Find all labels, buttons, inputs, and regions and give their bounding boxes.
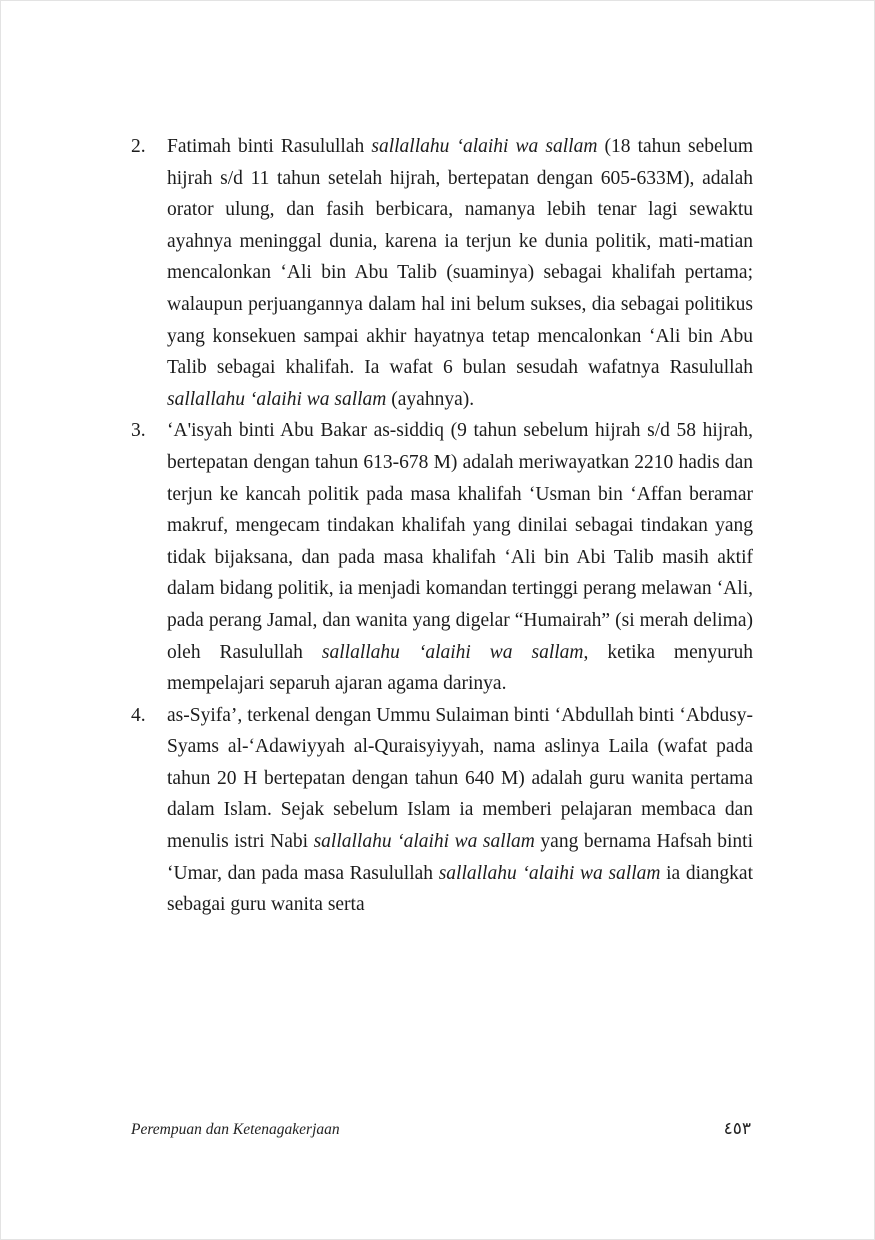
body-text: ‘A'isyah binti Abu Bakar as-siddiq (9 tahun sebelum hijrah s/d 58 hijrah, bertepatan dengan tahun 613-678 M) adalah meriwayatkan 2210 hadis dan terjun ke kancah politik pada masa khalifah ‘Usman bin ‘Affan beramar makruf, mengecam tindakan khalifah yang dinilai sebagai tindakan yang tidak bijaksana, dan pada masa khalifah ‘Ali bin Abi Talib masih aktif dalam bidang politik, ia menjadi komandan tertinggi perang melawan ‘Ali, pada perang Jamal, dan wanita yang digelar “Humairah” (si merah delima) oleh Rasulullah: [167, 420, 753, 663]
list-item: [131, 415, 753, 699]
item-text: [167, 700, 753, 921]
item-number: 2.: [131, 136, 146, 157]
body-text: as-Syifa’, terkenal dengan Ummu Sulaiman binti ‘Abdullah binti ‘Abdusy-Syams al-‘Adawiyyah al-Quraisyiyyah, nama aslinya Laila (wafat pada tahun 20 H bertepatan dengan tahun 640 M) adalah guru wanita pertama dalam Islam. Sejak sebelum Islam ia memberi pelajaran membaca dan menulis istri Nabi: [167, 704, 753, 853]
item-number: 4.: [131, 704, 146, 726]
body-text: Fatimah binti Rasulullah: [167, 136, 372, 157]
body-text: yang bernama Hafsah binti ‘Umar, dan pada masa Rasulullah: [167, 831, 753, 884]
page-number: ٤٥٣: [723, 1119, 751, 1139]
body-text: ia diangkat sebagai guru wanita serta: [167, 862, 753, 916]
honorific-italic-text: sallallahu ‘alaihi wa sallam: [371, 136, 598, 157]
honorific-italic-text: sallallahu ‘alaihi wa sallam: [313, 831, 535, 853]
body-text: , ketika menyuruh mempelajari separuh ajaran agama darinya.: [167, 641, 753, 695]
page-body: [131, 131, 753, 921]
page-footer: [131, 1119, 751, 1139]
honorific-italic-text: sallallahu ‘alaihi wa sallam: [438, 862, 661, 884]
body-text: (ayahnya).: [386, 388, 475, 410]
body-text: (18 tahun sebelum hijrah s/d 11 tahun setelah hijrah, bertepatan dengan 605-633M), adalah orator ulung, dan fasih berbicara, namanya lebih tenar lagi sewaktu ayahnya meninggal dunia, karena ia terjun ke dunia politik, mati-matian mencalonkan ‘Ali bin Abu Talib (suaminya) sebagai khalifah pertama; walaupun perjuangannya dalam hal ini belum sukses, dia sebagai politikus yang konsekuen sampai akhir hayatnya tetap mencalonkan ‘Ali bin Abu Talib sebagai khalifah. Ia wafat 6 bulan sesudah wafatnya Rasulullah: [167, 136, 753, 379]
list-item: [131, 700, 753, 921]
item-text: [167, 415, 753, 699]
honorific-italic-text: sallallahu ‘alaihi wa sallam: [321, 641, 584, 663]
list-item: [131, 131, 753, 415]
honorific-italic-text: sallallahu ‘alaihi wa sallam: [167, 388, 387, 410]
footer-book-title: Perempuan dan Ketenagakerjaan: [131, 1121, 340, 1138]
item-number: 3.: [131, 420, 146, 442]
item-text: [167, 131, 753, 415]
